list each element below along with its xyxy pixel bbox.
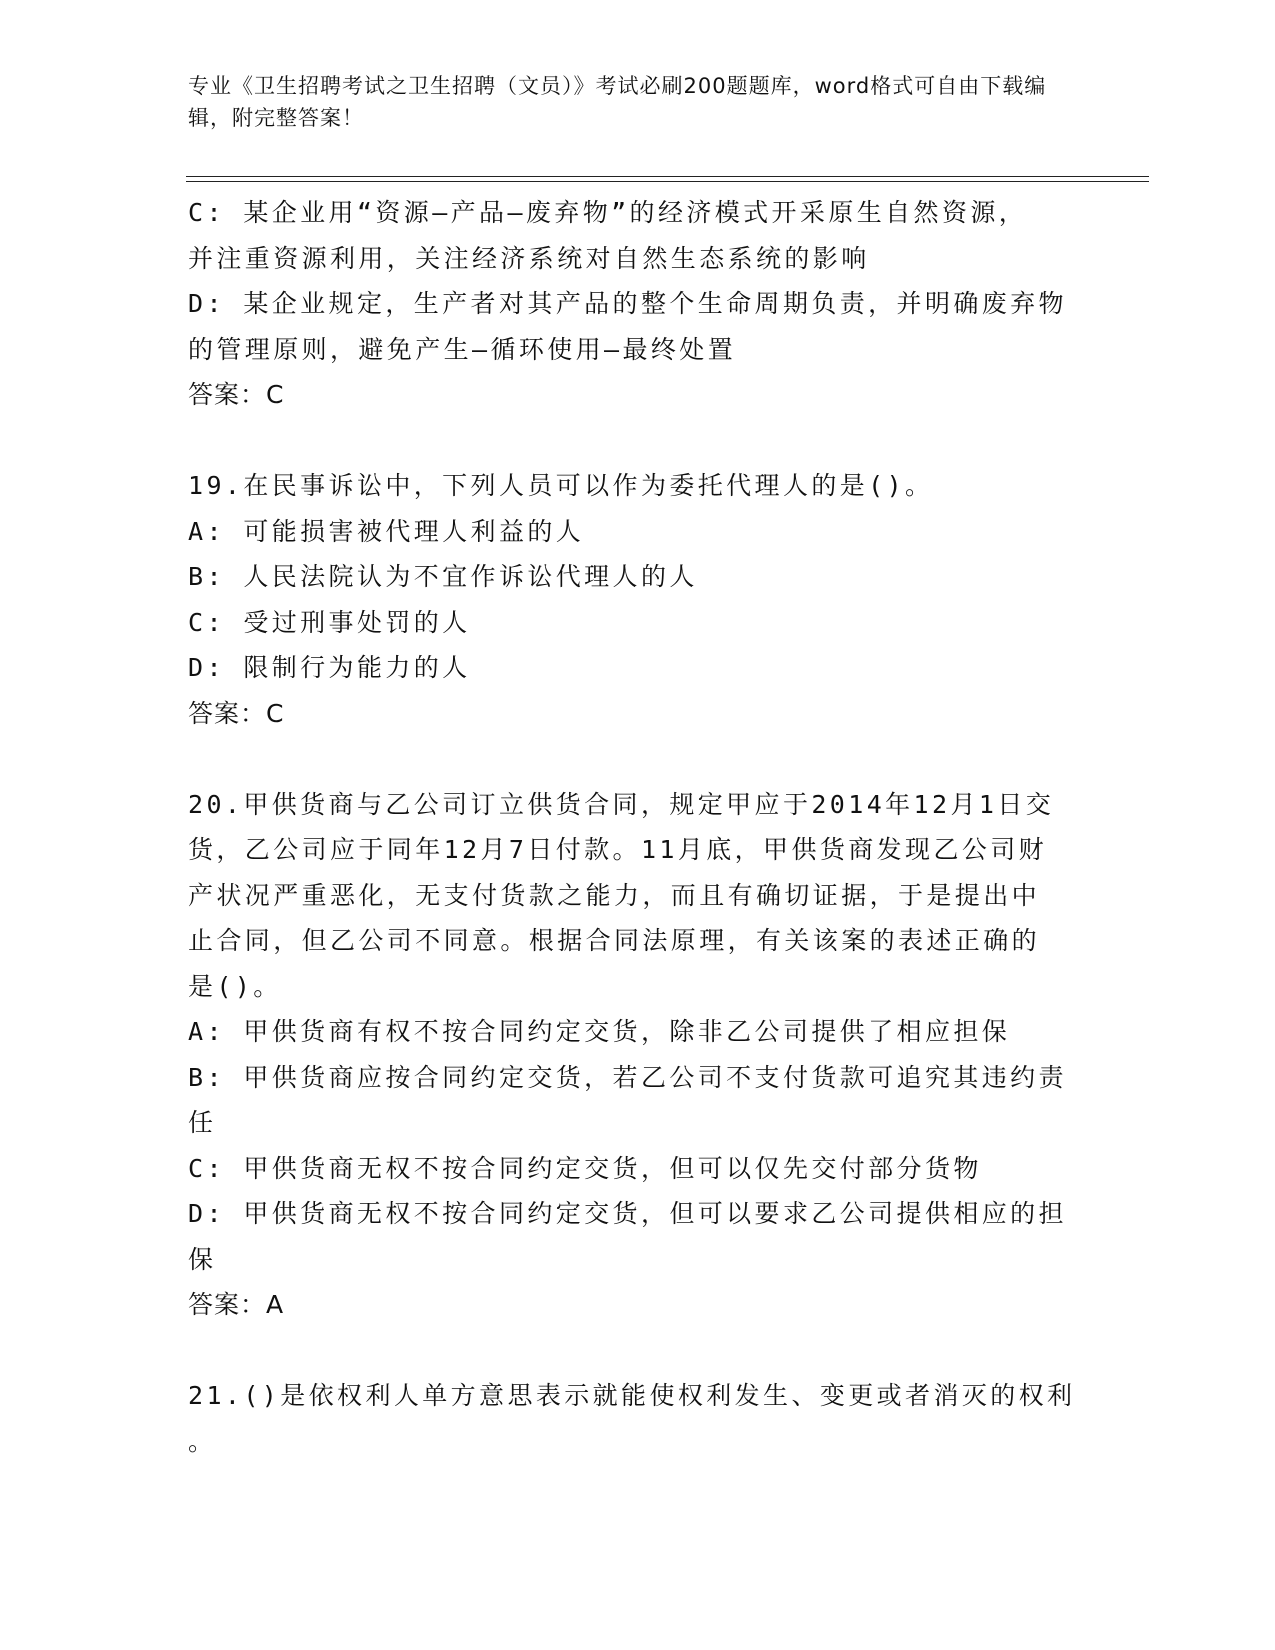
q19-option-d: D: 限制行为能力的人: [188, 653, 471, 682]
question-content: [188, 190, 1088, 1464]
spacer: [188, 1328, 1088, 1374]
q20-question-line5: 是()。: [188, 971, 282, 1001]
document-header: 专业《卫生招聘考试之卫生招聘（文员）》考试必刷200题题库，word格式可自由下载编辑，附完整答案！: [188, 74, 1047, 130]
q20-question-line2: 货，乙公司应于同年12月7日付款。11月底，甲供货商发现乙公司财: [188, 835, 1048, 864]
q20-option-d-line1: D: 甲供货商无权不按合同约定交货，但可以要求乙公司提供相应的担: [188, 1199, 1067, 1228]
spacer: [188, 736, 1088, 782]
q20-option-c: C: 甲供货商无权不按合同约定交货，但可以仅先交付部分货物: [188, 1153, 982, 1183]
header-divider-bottom: [186, 181, 1149, 182]
q21-question-line2: 。: [188, 1426, 217, 1456]
q19-option-b: B: 人民法院认为不宜作诉讼代理人的人: [188, 562, 698, 591]
header-divider-top: [186, 176, 1149, 177]
q19-answer: 答案：C: [188, 698, 285, 728]
q18-option-d-line1: D: 某企业规定，生产者对其产品的整个生命周期负责，并明确废弃物: [188, 289, 1067, 318]
q18-answer: 答案：C: [188, 380, 285, 409]
q18-option-c-line1: C: 某企业用“资源—产品—废弃物”的经济模式开采原生自然资源，: [188, 198, 1028, 227]
q20-option-b-line1: B: 甲供货商应按合同约定交货，若乙公司不支付货款可追究其违约责: [188, 1062, 1067, 1092]
spacer: [188, 418, 1088, 464]
q20-question-line1: 20.甲供货商与乙公司订立供货合同，规定甲应于2014年12月1日交: [188, 789, 1055, 819]
question-21-block: [188, 1373, 1088, 1464]
question-20-block: [188, 782, 1088, 1328]
q20-answer: 答案：A: [188, 1290, 285, 1319]
q18-option-d-line2: 的管理原则，避免产生—循环使用—最终处置: [188, 334, 737, 364]
question-19-block: [188, 463, 1088, 736]
q18-option-c-line2: 并注重资源利用，关注经济系统对自然生态系统的影响: [188, 243, 870, 273]
q20-option-b-line2: 任: [188, 1108, 217, 1137]
q19-option-a: A: 可能损害被代理人利益的人: [188, 516, 585, 546]
q20-question-line4: 止合同，但乙公司不同意。根据合同法原理，有关该案的表述正确的: [188, 926, 1041, 955]
q20-option-a: A: 甲供货商有权不按合同约定交货，除非乙公司提供了相应担保: [188, 1017, 1011, 1046]
q20-option-d-line2: 保: [188, 1244, 217, 1274]
q19-option-c: C: 受过刑事处罚的人: [188, 607, 471, 637]
q19-question: 19.在民事诉讼中，下列人员可以作为委托代理人的是()。: [188, 471, 934, 500]
q21-question-line1: 21.()是依权利人单方意思表示就能使权利发生、变更或者消灭的权利: [188, 1381, 1076, 1410]
q20-question-line3: 产状况严重恶化，无支付货款之能力，而且有确切证据，于是提出中: [188, 880, 1041, 910]
question-18-block: [188, 190, 1088, 418]
